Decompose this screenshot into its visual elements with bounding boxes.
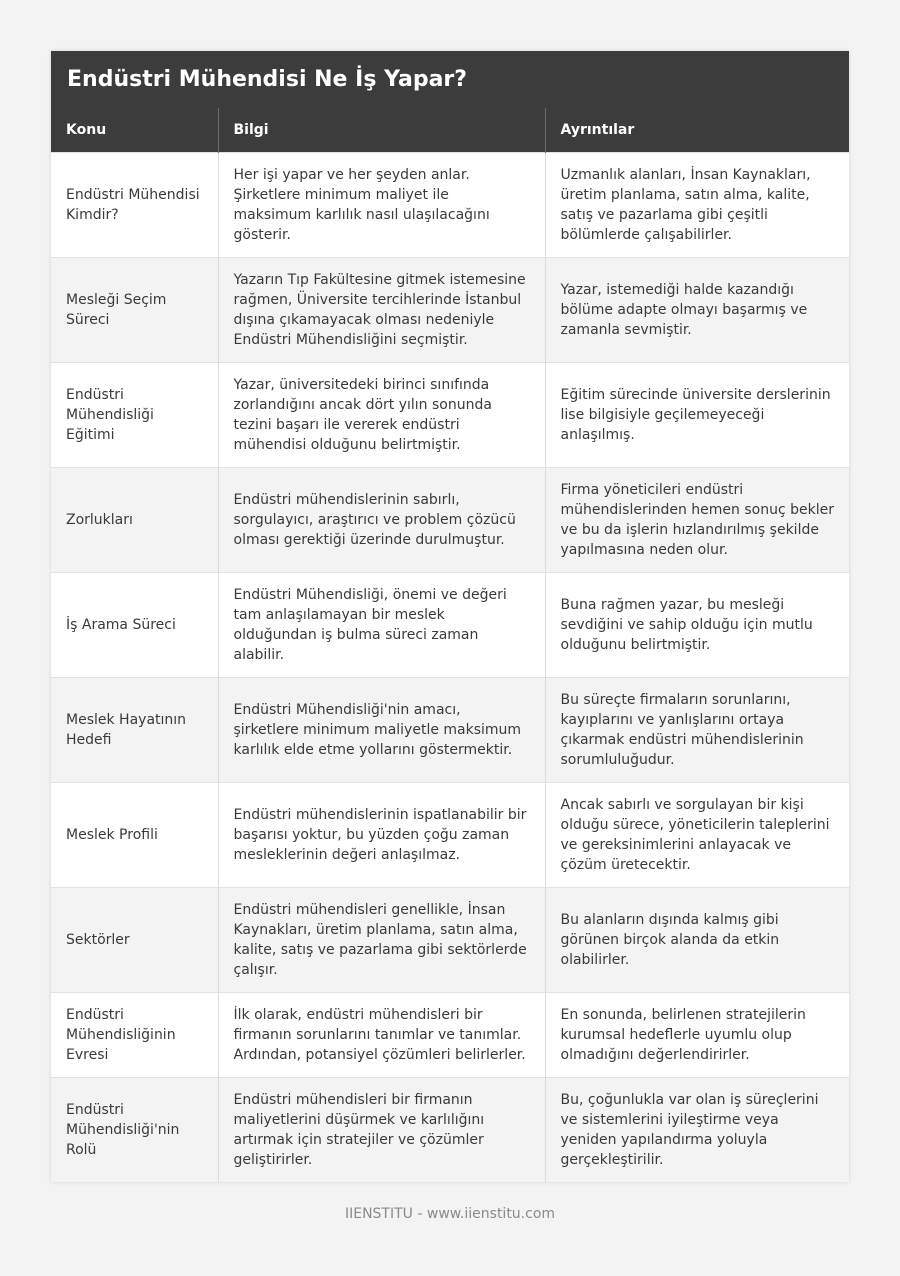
table-cell: Eğitim sürecinde üniversite derslerinin lise bilgisiyle geçilemeyeceği anlaşılmış. <box>545 362 849 467</box>
info-table <box>51 108 849 1182</box>
table-row <box>51 887 849 992</box>
table-cell: Endüstri mühendisleri bir firmanın maliyetlerini düşürmek ve karlılığını artırmak için stratejiler ve çözümler geliştirirler. <box>218 1077 545 1182</box>
table-cell: Endüstri Mühendisi Kimdir? <box>51 152 218 257</box>
table-cell: Endüstri Mühendisliği Eğitimi <box>51 362 218 467</box>
table-cell: Meslek Profili <box>51 782 218 887</box>
table-cell: Yazar, istemediği halde kazandığı bölüme adapte olmayı başarmış ve zamanla sevmiştir. <box>545 257 849 362</box>
table-cell: İş Arama Süreci <box>51 572 218 677</box>
table-row <box>51 1077 849 1182</box>
table-cell: Endüstri mühendisleri genellikle, İnsan Kaynakları, üretim planlama, satın alma, kalite, satış ve pazarlama gibi sektörlerde çalışır. <box>218 887 545 992</box>
table-cell: Her işi yapar ve her şeyden anlar. Şirketlere minimum maliyet ile maksimum karlılık nasıl ulaşılacağını gösterir. <box>218 152 545 257</box>
table-cell: Endüstri Mühendisliği, önemi ve değeri tam anlaşılamayan bir meslek olduğundan iş bulma süreci zaman alabilir. <box>218 572 545 677</box>
table-cell: Bu, çoğunlukla var olan iş süreçlerini ve sistemlerini iyileştirme veya yeniden yapılandırma yoluyla gerçekleştirilir. <box>545 1077 849 1182</box>
footer-credit: IIENSTITU - www.iienstitu.com <box>344 1206 556 1222</box>
table-cell: Ancak sabırlı ve sorgulayan bir kişi olduğu sürece, yöneticilerin taleplerini ve gereksinimlerini anlayacak ve çözüm üretecektir. <box>545 782 849 887</box>
table-cell: Bu alanların dışında kalmış gibi görünen birçok alanda da etkin olabilirler. <box>545 887 849 992</box>
table-cell: İlk olarak, endüstri mühendisleri bir firmanın sorunlarını tanımlar ve tanımlar. Ardından, potansiyel çözümleri belirlerler. <box>218 992 545 1077</box>
table-cell: Zorlukları <box>51 467 218 572</box>
table-cell: Endüstri mühendislerinin ispatlanabilir bir başarısı yoktur, bu yüzden çoğu zaman mesleklerinin değeri anlaşılmaz. <box>218 782 545 887</box>
column-header-konu: Konu <box>51 108 218 152</box>
table-cell: Endüstri Mühendisliğinin Evresi <box>51 992 218 1077</box>
column-header-bilgi: Bilgi <box>218 108 545 152</box>
table-cell: Meslek Hayatının Hedefi <box>51 677 218 782</box>
table-row <box>51 467 849 572</box>
page-title: Endüstri Mühendisi Ne İş Yapar? <box>51 51 849 108</box>
table-header-row <box>51 108 849 152</box>
table-cell: Endüstri mühendislerinin sabırlı, sorgulayıcı, araştırıcı ve problem çözücü olması gerektiği üzerinde durulmuştur. <box>218 467 545 572</box>
table-row <box>51 992 849 1077</box>
table-cell: Yazarın Tıp Fakültesine gitmek istemesine rağmen, Üniversite tercihlerinde İstanbul dışına çıkamayacak olması nedeniyle Endüstri Mühendisliğini seçmiştir. <box>218 257 545 362</box>
info-card <box>51 51 849 1182</box>
table-cell: Firma yöneticileri endüstri mühendislerinden hemen sonuç bekler ve bu da işlerin hızlandırılmış şekilde yapılmasına neden olur. <box>545 467 849 572</box>
table-cell: Sektörler <box>51 887 218 992</box>
table-row <box>51 782 849 887</box>
table-cell: Endüstri Mühendisliği'nin Rolü <box>51 1077 218 1182</box>
table-row <box>51 257 849 362</box>
table-cell: Yazar, üniversitedeki birinci sınıfında zorlandığını ancak dört yılın sonunda tezini başarı ile vererek endüstri mühendisi olduğunu belirtmiştir. <box>218 362 545 467</box>
table-cell: Endüstri Mühendisliği'nin amacı, şirketlere minimum maliyetle maksimum karlılık elde etme yollarını göstermektir. <box>218 677 545 782</box>
table-row <box>51 677 849 782</box>
table-cell: Bu süreçte firmaların sorunlarını, kayıplarını ve yanlışlarını ortaya çıkarmak endüstri mühendislerinin sorumluluğudur. <box>545 677 849 782</box>
table-cell: En sonunda, belirlenen stratejilerin kurumsal hedeflerle uyumlu olup olmadığını değerlendirirler. <box>545 992 849 1077</box>
table-row <box>51 152 849 257</box>
table-row <box>51 362 849 467</box>
table-cell: Mesleği Seçim Süreci <box>51 257 218 362</box>
table-cell: Buna rağmen yazar, bu mesleği sevdiğini ve sahip olduğu için mutlu olduğunu belirtmiştir. <box>545 572 849 677</box>
column-header-ayrintilar: Ayrıntılar <box>545 108 849 152</box>
table-cell: Uzmanlık alanları, İnsan Kaynakları, üretim planlama, satın alma, kalite, satış ve pazarlama gibi çeşitli bölümlerde çalışabilirler. <box>545 152 849 257</box>
table-row <box>51 572 849 677</box>
